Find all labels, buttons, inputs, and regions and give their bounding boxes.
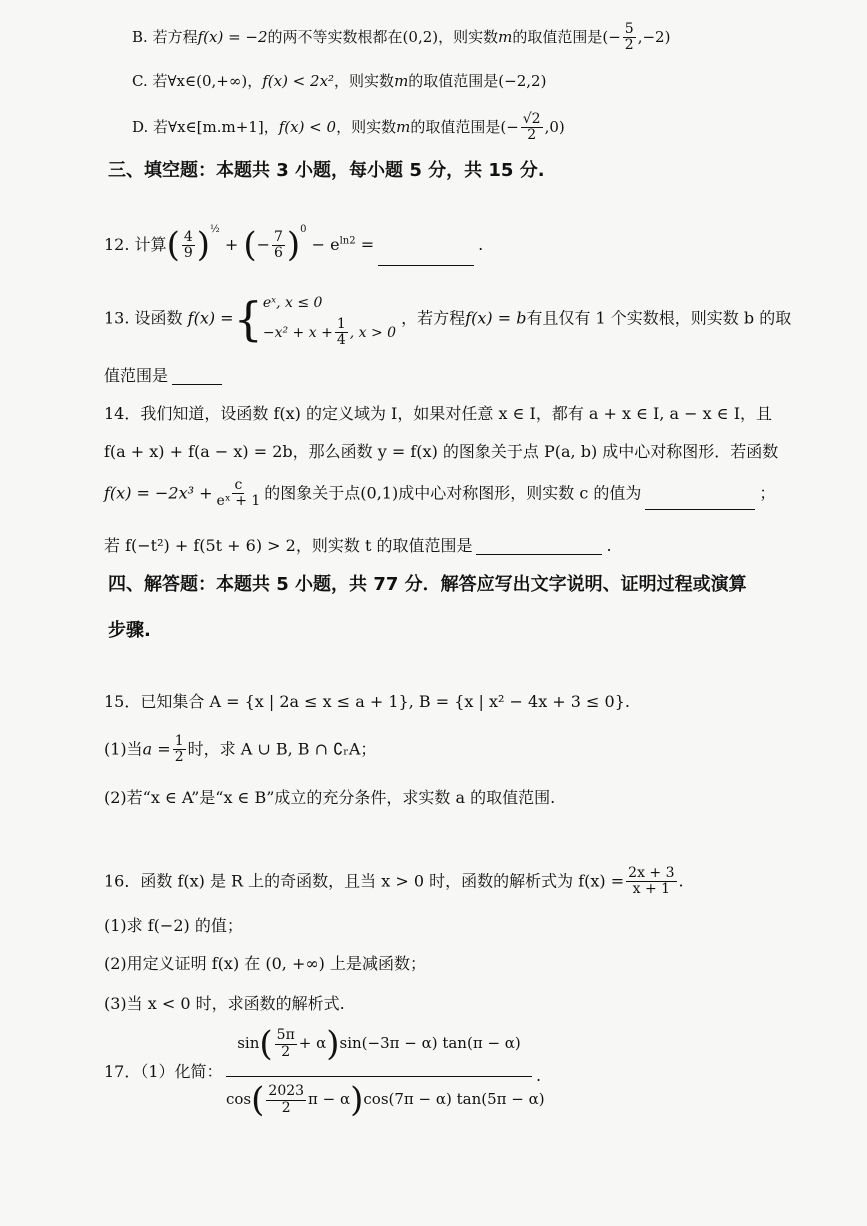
fraction: $\frac{7}{6}$ [273, 228, 283, 261]
fraction: $\frac{1}{2}$ [174, 733, 184, 766]
q17-fraction-bar [226, 1076, 532, 1077]
piecewise-cases: eˣ, x ≤ 0 −x² + x + $\frac{1}{4}$ , x > 0 [262, 295, 397, 348]
option-d: D. 若∀x∈[m.m+1]，f(x) < 0，则实数m的取值范围是(− $\frac{√2}{2}$ ,0) [132, 111, 565, 144]
question-14-line4: 若 f(−t²) + f(5t + 6) > 2，则实数 t 的取值范围是 . [104, 536, 612, 555]
answer-blank[interactable] [378, 265, 474, 266]
q17-numerator: sin( $\frac{5\pi}{2}$ + α)sin(−3π − α) tan(π − α) [237, 1024, 521, 1064]
answer-blank[interactable] [172, 384, 222, 385]
fraction: $\frac{c}{\text{eˣ + 1}}$ [216, 477, 261, 510]
question-12: 12. 计算( $\frac{4}{9}$ )$^{\frac{1}{2}}$ + (− $\frac{7}{6}$ )$^0 - e^{ln2}$ = . [104, 224, 484, 266]
question-14-line3: f(x) = −2x³ + $\frac{c}{\text{eˣ + 1}}$ 的图象关于点(0,1)成中心对称图形，则实数 c 的值为 ； [104, 477, 776, 510]
question-15-line1: 15．已知集合 A = {x | 2a ≤ x ≤ a + 1}, B = {x | x² − 4x + 3 ≤ 0}. [104, 692, 630, 711]
section-title-solve: 四、解答题：本题共 5 小题，共 77 分．解答应写出文字说明、证明过程或演算 [108, 574, 747, 595]
question-15-part1: (1)当a = $\frac{1}{2}$ 时，求 A ∪ B, B ∩ ∁ᵣA； [104, 733, 377, 766]
question-17-lead: 17．（1）化简： [104, 1062, 223, 1081]
section-title-solve-line2: 步骤. [108, 620, 151, 641]
question-15-part2: (2)若“x ∈ A”是“x ∈ B”成立的充分条件，求实数 a 的取值范围. [104, 788, 556, 807]
q17-denominator: cos( $\frac{2023}{2}$ π − α)cos(7π − α) tan(5π − α) [226, 1080, 545, 1120]
q17-end: . [536, 1066, 542, 1085]
fraction: $\frac{√2}{2}$ [522, 111, 541, 144]
question-16-line1: 16．函数 f(x) 是 R 上的奇函数，且当 x > 0 时，函数的解析式为 f(x) = $\frac{2x + 3}{x + 1}$ . [104, 865, 684, 898]
question-16-part2: (2)用定义证明 f(x) 在 (0, +∞) 上是减函数； [104, 954, 427, 973]
question-16-part1: (1)求 f(−2) 的值； [104, 916, 243, 935]
question-16-part3: (3)当 x < 0 时，求函数的解析式. [104, 994, 345, 1013]
question-13-line2: 值范围是 [104, 366, 226, 385]
fraction: $\frac{2x + 3}{x + 1}$ [628, 865, 675, 898]
fraction: $\frac{4}{9}$ [183, 228, 193, 261]
question-14-line2: f(a + x) + f(a − x) = 2b，那么函数 y = f(x) 的图象关于点 P(a, b) 成中心对称图形．若函数 [104, 442, 779, 461]
question-14-line1: 14．我们知道，设函数 f(x) 的定义域为 I，如果对任意 x ∈ I，都有 a + x ∈ I, a − x ∈ I，且 [104, 404, 773, 423]
option-c: C. 若∀x∈(0,+∞)，f(x) < 2x²，则实数m的取值范围是(−2,2) [132, 72, 547, 90]
fraction: $\frac{5}{2}$ [624, 21, 634, 54]
answer-blank[interactable] [476, 554, 602, 555]
question-13: 13. 设函数 f(x) ={ eˣ, x ≤ 0 −x² + x + $\frac{1}{4}$ , x > 0 ，若方程f(x) = b有且仅有 1 个实数根，则实数 b 的取 [104, 290, 791, 348]
option-b: B. 若方程f(x) = −2的两不等实数根都在(0,2)，则实数m的取值范围是(− $\frac{5}{2}$ ,−2) [132, 21, 671, 54]
section-title-fill-in: 三、填空题：本题共 3 小题，每小题 5 分，共 15 分. [108, 160, 545, 181]
answer-blank[interactable] [645, 509, 755, 510]
